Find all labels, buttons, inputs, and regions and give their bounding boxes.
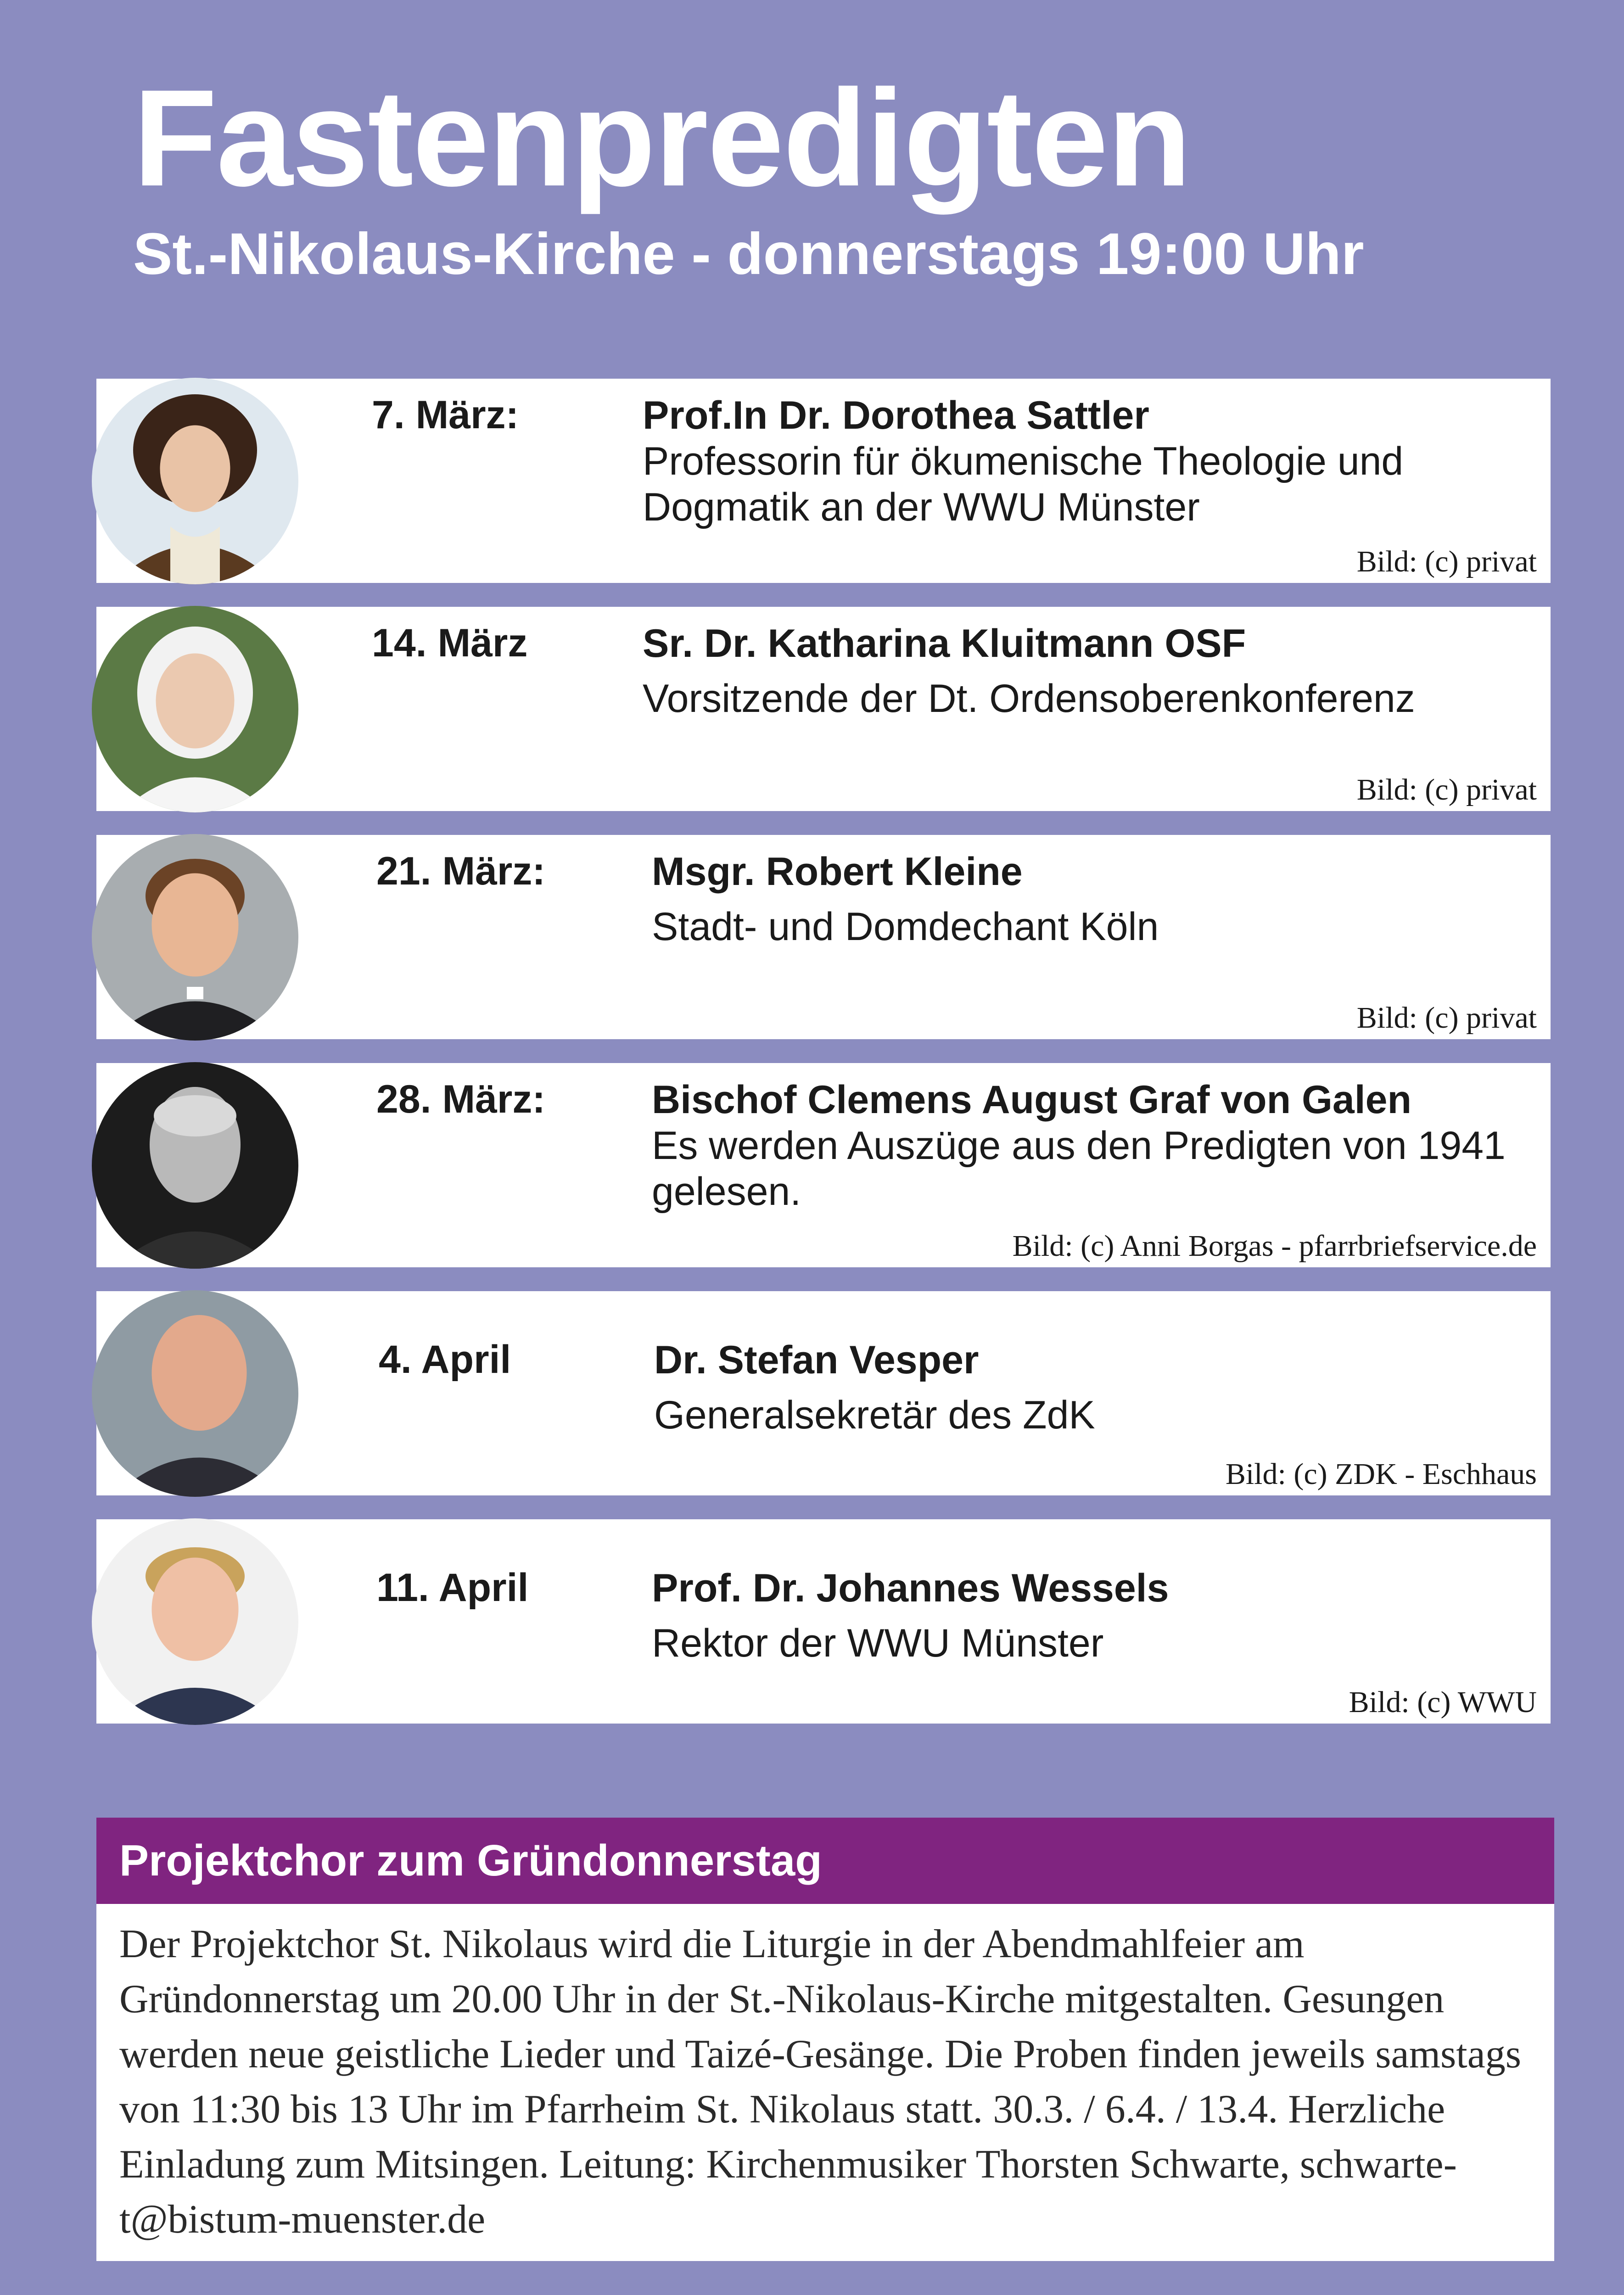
choir-heading: Projektchor zum Gründonnerstag [96,1818,1554,1904]
speaker-role: Es werden Auszüge aus den Predigten von 1941 gelesen. [652,1124,1506,1214]
page-title: Fastenpredigten [133,61,1191,215]
speaker-role: Stadt- und Domdechant Köln [652,905,1159,949]
speaker-photo [92,1290,298,1497]
speaker-photo [92,606,298,812]
event-details [643,621,1537,722]
photo-credit: Bild: (c) Anni Borgas - pfarrbriefservice.de [1012,1229,1537,1263]
event-date: 7. März: [372,393,519,437]
event-details [652,849,1537,950]
event-card [96,607,1551,811]
speaker-photo [92,1518,298,1725]
choir-text: Der Projektchor St. Nikolaus wird die Liturgie in der Abendmahlfeier am Gründonnerstag um 20.00 Uhr in der St.-Nikolaus-Kirche mitgestalten. Gesungen werden neue geistliche Lieder und Taizé-Gesänge. Die Proben finden jeweils samstags von 11:30 bis 13 Uhr im Pfarrheim St. Nikolaus statt. 30.3. / 6.4. / 13.4. Herzliche Einladung zum Mitsingen. Leitung: Kirchenmusiker Thorsten Schwarte, schwarte-t@bistum-muenster.de [119,1922,1522,2242]
speaker-name: Msgr. Robert Kleine [652,850,1023,894]
speaker-name: Bischof Clemens August Graf von Galen [652,1078,1411,1122]
event-date: 4. April [379,1338,511,1382]
photo-credit: Bild: (c) ZDK - Eschhaus [1225,1457,1537,1491]
photo-credit: Bild: (c) privat [1356,545,1537,578]
event-date: 11. April [376,1566,529,1610]
speaker-name: Sr. Dr. Katharina Kluitmann OSF [643,621,1246,666]
photo-credit: Bild: (c) privat [1356,773,1537,806]
photo-credit: Bild: (c) privat [1356,1001,1537,1035]
event-details [652,1077,1537,1215]
event-details [643,392,1537,530]
event-date: 14. März [372,621,528,665]
event-date: 28. März: [376,1077,546,1121]
page-subtitle: St.-Nikolaus-Kirche - donnerstags 19:00 Uhr [133,221,1364,287]
speaker-role: Professorin für ökumenische Theologie und Dogmatik an der WWU Münster [643,439,1404,529]
speaker-photo [92,378,298,584]
event-card [96,1063,1551,1267]
speaker-name: Dr. Stefan Vesper [654,1338,979,1382]
speaker-photo [92,1062,298,1269]
speaker-name: Prof. Dr. Johannes Wessels [652,1566,1169,1610]
choir-notice [96,1818,1554,2261]
event-date: 21. März: [376,849,546,893]
speaker-role: Rektor der WWU Münster [652,1621,1104,1665]
speaker-role: Vorsitzende der Dt. Ordensoberenkonferenz [643,677,1415,721]
speaker-photo [92,834,298,1041]
event-card [96,1519,1551,1724]
speaker-role: Generalsekretär des ZdK [654,1393,1095,1437]
event-card [96,1291,1551,1495]
photo-credit: Bild: (c) WWU [1349,1685,1537,1719]
event-details [652,1565,1537,1666]
speaker-name: Prof.In Dr. Dorothea Sattler [643,393,1149,437]
event-details [654,1337,1537,1438]
event-card [96,379,1551,583]
event-card [96,835,1551,1039]
